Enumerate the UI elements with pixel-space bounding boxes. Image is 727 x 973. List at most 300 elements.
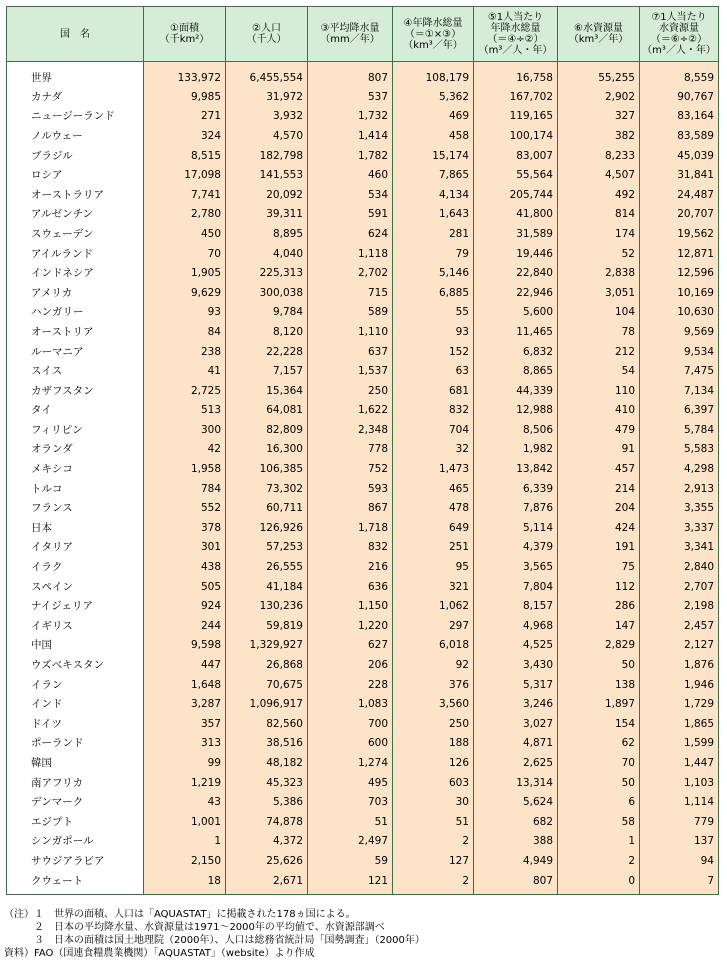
per-capita-water-resources-cell: 94	[640, 851, 719, 871]
table-row	[7, 596, 719, 616]
avg-precipitation-cell: 2,497	[308, 832, 393, 852]
per-capita-water-resources-cell: 10,630	[640, 303, 719, 323]
annual-precipitation-total-cell: 93	[393, 322, 474, 342]
country-name-cell: オーストリア	[7, 322, 144, 342]
area-cell: 41	[144, 361, 226, 381]
per-capita-water-resources-cell: 137	[640, 832, 719, 852]
header-avg-precipitation: ③平均降水量 （mm／年）	[308, 7, 393, 62]
water-resources-cell: 58	[558, 812, 640, 832]
per-capita-precipitation-cell: 22,840	[474, 263, 558, 283]
avg-precipitation-cell: 1,622	[308, 401, 393, 421]
annual-precipitation-total-cell: 51	[393, 812, 474, 832]
per-capita-precipitation-cell: 4,968	[474, 616, 558, 636]
per-capita-water-resources-cell: 83,164	[640, 107, 719, 127]
annual-precipitation-total-cell: 79	[393, 244, 474, 264]
table-row	[7, 714, 719, 734]
avg-precipitation-cell: 1,150	[308, 596, 393, 616]
per-capita-precipitation-cell: 22,946	[474, 283, 558, 303]
per-capita-water-resources-cell: 2,457	[640, 616, 719, 636]
per-capita-water-resources-cell: 7,475	[640, 361, 719, 381]
country-name-cell: ウズベキスタン	[7, 655, 144, 675]
water-resources-cell: 112	[558, 577, 640, 597]
area-cell: 42	[144, 440, 226, 460]
table-row	[7, 479, 719, 499]
country-name-cell: アルゼンチン	[7, 205, 144, 225]
per-capita-water-resources-cell: 2,913	[640, 479, 719, 499]
water-resources-cell: 492	[558, 185, 640, 205]
per-capita-water-resources-cell: 3,337	[640, 518, 719, 538]
header-area: ①面積 （千km²）	[144, 7, 226, 62]
population-cell: 26,555	[226, 557, 308, 577]
population-cell: 4,040	[226, 244, 308, 264]
annual-precipitation-total-cell: 108,179	[393, 62, 474, 88]
per-capita-water-resources-cell: 19,562	[640, 224, 719, 244]
country-name-cell: 中国	[7, 636, 144, 656]
avg-precipitation-cell: 715	[308, 283, 393, 303]
annual-precipitation-total-cell: 281	[393, 224, 474, 244]
area-cell: 1,958	[144, 459, 226, 479]
annual-precipitation-total-cell: 6,018	[393, 636, 474, 656]
per-capita-precipitation-cell: 13,842	[474, 459, 558, 479]
avg-precipitation-cell: 534	[308, 185, 393, 205]
table-row	[7, 62, 719, 88]
annual-precipitation-total-cell: 4,134	[393, 185, 474, 205]
table-row	[7, 636, 719, 656]
water-resources-cell: 104	[558, 303, 640, 323]
table-row	[7, 832, 719, 852]
per-capita-precipitation-cell: 4,871	[474, 734, 558, 754]
country-name-cell: ドイツ	[7, 714, 144, 734]
per-capita-water-resources-cell: 20,707	[640, 205, 719, 225]
per-capita-precipitation-cell: 31,589	[474, 224, 558, 244]
avg-precipitation-cell: 216	[308, 557, 393, 577]
area-cell: 84	[144, 322, 226, 342]
annual-precipitation-total-cell: 5,362	[393, 87, 474, 107]
per-capita-precipitation-cell: 19,446	[474, 244, 558, 264]
water-resources-cell: 2,902	[558, 87, 640, 107]
per-capita-water-resources-cell: 31,841	[640, 165, 719, 185]
country-name-cell: 韓国	[7, 753, 144, 773]
country-name-cell: ハンガリー	[7, 303, 144, 323]
annual-precipitation-total-cell: 1,643	[393, 205, 474, 225]
footnote-2: ２ 日本の平均降水量、水資源量は1971～2000年の平均値で、水資源部調べ	[4, 922, 385, 933]
per-capita-precipitation-cell: 5,317	[474, 675, 558, 695]
water-resources-cell: 1,897	[558, 694, 640, 714]
per-capita-water-resources-cell: 3,355	[640, 498, 719, 518]
population-cell: 20,092	[226, 185, 308, 205]
table-row	[7, 753, 719, 773]
per-capita-precipitation-cell: 12,988	[474, 401, 558, 421]
table-row	[7, 420, 719, 440]
per-capita-water-resources-cell: 10,169	[640, 283, 719, 303]
area-cell: 1,648	[144, 675, 226, 695]
population-cell: 126,926	[226, 518, 308, 538]
table-row	[7, 557, 719, 577]
area-cell: 447	[144, 655, 226, 675]
per-capita-water-resources-cell: 4,298	[640, 459, 719, 479]
per-capita-precipitation-cell: 5,624	[474, 792, 558, 812]
avg-precipitation-cell: 703	[308, 792, 393, 812]
area-cell: 301	[144, 538, 226, 558]
avg-precipitation-cell: 495	[308, 773, 393, 793]
water-resources-cell: 62	[558, 734, 640, 754]
annual-precipitation-total-cell: 55	[393, 303, 474, 323]
header-annual-precipitation-total: ④年降水総量 （＝①×③） （km³／年）	[393, 7, 474, 62]
country-name-cell: フィリピン	[7, 420, 144, 440]
population-cell: 141,553	[226, 165, 308, 185]
per-capita-water-resources-cell: 1,729	[640, 694, 719, 714]
per-capita-water-resources-cell: 2,127	[640, 636, 719, 656]
water-resources-cell: 0	[558, 871, 640, 895]
country-name-cell: アメリカ	[7, 283, 144, 303]
population-cell: 48,182	[226, 753, 308, 773]
area-cell: 2,150	[144, 851, 226, 871]
water-resources-cell: 50	[558, 655, 640, 675]
country-name-cell: スペイン	[7, 577, 144, 597]
header-country: 国 名	[7, 7, 144, 62]
table-row	[7, 734, 719, 754]
population-cell: 16,300	[226, 440, 308, 460]
population-cell: 57,253	[226, 538, 308, 558]
avg-precipitation-cell: 778	[308, 440, 393, 460]
per-capita-precipitation-cell: 11,465	[474, 322, 558, 342]
area-cell: 93	[144, 303, 226, 323]
area-cell: 99	[144, 753, 226, 773]
footnote-3: ３ 日本の面積は国土地理院（2000年）、人口は総務省統計局「国勢調査」（2000年）	[4, 935, 425, 946]
country-name-cell: ロシア	[7, 165, 144, 185]
table-row	[7, 851, 719, 871]
avg-precipitation-cell: 1,110	[308, 322, 393, 342]
annual-precipitation-total-cell: 2	[393, 871, 474, 895]
population-cell: 225,313	[226, 263, 308, 283]
area-cell: 1,001	[144, 812, 226, 832]
table-row	[7, 655, 719, 675]
table-row	[7, 675, 719, 695]
avg-precipitation-cell: 1,274	[308, 753, 393, 773]
water-resources-cell: 75	[558, 557, 640, 577]
header-water-resources: ⑥水資源量 （km³／年）	[558, 7, 640, 62]
water-resources-cell: 6	[558, 792, 640, 812]
avg-precipitation-cell: 752	[308, 459, 393, 479]
country-name-cell: オーストラリア	[7, 185, 144, 205]
population-cell: 2,671	[226, 871, 308, 895]
water-resources-cell: 212	[558, 342, 640, 362]
per-capita-water-resources-cell: 2,707	[640, 577, 719, 597]
table-row	[7, 126, 719, 146]
table-row	[7, 459, 719, 479]
per-capita-water-resources-cell: 8,559	[640, 62, 719, 88]
annual-precipitation-total-cell: 188	[393, 734, 474, 754]
avg-precipitation-cell: 1,414	[308, 126, 393, 146]
area-cell: 1,219	[144, 773, 226, 793]
annual-precipitation-total-cell: 297	[393, 616, 474, 636]
per-capita-precipitation-cell: 7,804	[474, 577, 558, 597]
table-row	[7, 694, 719, 714]
water-resources-table	[6, 6, 719, 895]
header-population: ②人口 （千人）	[226, 7, 308, 62]
area-cell: 784	[144, 479, 226, 499]
avg-precipitation-cell: 1,732	[308, 107, 393, 127]
per-capita-precipitation-cell: 205,744	[474, 185, 558, 205]
water-resources-cell: 4,507	[558, 165, 640, 185]
per-capita-precipitation-cell: 41,800	[474, 205, 558, 225]
water-resources-cell: 479	[558, 420, 640, 440]
table-body	[7, 62, 719, 895]
country-name-cell: シンガポール	[7, 832, 144, 852]
water-resources-cell: 424	[558, 518, 640, 538]
population-cell: 1,096,917	[226, 694, 308, 714]
per-capita-precipitation-cell: 167,702	[474, 87, 558, 107]
table-row	[7, 361, 719, 381]
per-capita-water-resources-cell: 1,103	[640, 773, 719, 793]
area-cell: 552	[144, 498, 226, 518]
country-name-cell: オランダ	[7, 440, 144, 460]
annual-precipitation-total-cell: 3,560	[393, 694, 474, 714]
per-capita-water-resources-cell: 1,946	[640, 675, 719, 695]
water-resources-cell: 1	[558, 832, 640, 852]
country-name-cell: カザフスタン	[7, 381, 144, 401]
country-name-cell: ポーランド	[7, 734, 144, 754]
population-cell: 3,932	[226, 107, 308, 127]
table-row	[7, 165, 719, 185]
per-capita-precipitation-cell: 4,379	[474, 538, 558, 558]
per-capita-precipitation-cell: 8,506	[474, 420, 558, 440]
annual-precipitation-total-cell: 603	[393, 773, 474, 793]
water-resources-cell: 78	[558, 322, 640, 342]
annual-precipitation-total-cell: 32	[393, 440, 474, 460]
per-capita-precipitation-cell: 3,027	[474, 714, 558, 734]
country-name-cell: ニュージーランド	[7, 107, 144, 127]
table-row	[7, 185, 719, 205]
table-row	[7, 205, 719, 225]
per-capita-precipitation-cell: 1,982	[474, 440, 558, 460]
per-capita-water-resources-cell: 1,114	[640, 792, 719, 812]
country-name-cell: イラン	[7, 675, 144, 695]
table-row	[7, 773, 719, 793]
avg-precipitation-cell: 700	[308, 714, 393, 734]
per-capita-water-resources-cell: 3,341	[640, 538, 719, 558]
population-cell: 38,516	[226, 734, 308, 754]
annual-precipitation-total-cell: 63	[393, 361, 474, 381]
water-resources-cell: 2	[558, 851, 640, 871]
table-row	[7, 812, 719, 832]
table-row	[7, 498, 719, 518]
table-row	[7, 224, 719, 244]
per-capita-precipitation-cell: 682	[474, 812, 558, 832]
country-name-cell: アイルランド	[7, 244, 144, 264]
avg-precipitation-cell: 600	[308, 734, 393, 754]
per-capita-precipitation-cell: 807	[474, 871, 558, 895]
avg-precipitation-cell: 591	[308, 205, 393, 225]
per-capita-precipitation-cell: 119,165	[474, 107, 558, 127]
avg-precipitation-cell: 589	[308, 303, 393, 323]
per-capita-water-resources-cell: 7	[640, 871, 719, 895]
per-capita-precipitation-cell: 6,832	[474, 342, 558, 362]
country-name-cell: イラク	[7, 557, 144, 577]
avg-precipitation-cell: 1,718	[308, 518, 393, 538]
per-capita-water-resources-cell: 5,784	[640, 420, 719, 440]
per-capita-precipitation-cell: 388	[474, 832, 558, 852]
per-capita-precipitation-cell: 8,157	[474, 596, 558, 616]
header-row	[7, 7, 719, 62]
population-cell: 300,038	[226, 283, 308, 303]
per-capita-water-resources-cell: 1,876	[640, 655, 719, 675]
country-name-cell: インド	[7, 694, 144, 714]
country-name-cell: 世界	[7, 62, 144, 88]
annual-precipitation-total-cell: 832	[393, 401, 474, 421]
area-cell: 9,985	[144, 87, 226, 107]
area-cell: 238	[144, 342, 226, 362]
annual-precipitation-total-cell: 250	[393, 714, 474, 734]
country-name-cell: ルーマニア	[7, 342, 144, 362]
area-cell: 1	[144, 832, 226, 852]
water-resources-cell: 2,838	[558, 263, 640, 283]
table-row	[7, 792, 719, 812]
annual-precipitation-total-cell: 15,174	[393, 146, 474, 166]
country-name-cell: フランス	[7, 498, 144, 518]
area-cell: 7,741	[144, 185, 226, 205]
footnotes	[4, 908, 425, 960]
population-cell: 64,081	[226, 401, 308, 421]
annual-precipitation-total-cell: 704	[393, 420, 474, 440]
table-row	[7, 146, 719, 166]
per-capita-precipitation-cell: 2,625	[474, 753, 558, 773]
table-row	[7, 538, 719, 558]
area-cell: 133,972	[144, 62, 226, 88]
per-capita-precipitation-cell: 7,876	[474, 498, 558, 518]
population-cell: 74,878	[226, 812, 308, 832]
population-cell: 70,675	[226, 675, 308, 695]
source-note: 資料）FAO（国連食糧農業機関）「AQUASTAT」（website）より作成	[4, 948, 315, 959]
population-cell: 182,798	[226, 146, 308, 166]
annual-precipitation-total-cell: 321	[393, 577, 474, 597]
population-cell: 4,372	[226, 832, 308, 852]
table-row	[7, 342, 719, 362]
area-cell: 9,598	[144, 636, 226, 656]
annual-precipitation-total-cell: 465	[393, 479, 474, 499]
population-cell: 8,120	[226, 322, 308, 342]
per-capita-water-resources-cell: 45,039	[640, 146, 719, 166]
avg-precipitation-cell: 593	[308, 479, 393, 499]
country-name-cell: 南アフリカ	[7, 773, 144, 793]
water-resources-cell: 286	[558, 596, 640, 616]
header-per-capita-water-resources: ⑦1人当たり 水資源量 （＝⑥÷②） （m³／人・年）	[640, 7, 719, 62]
footnote-1: （注）１ 世界の面積、人口は「AQUASTAT」に掲載された178ヵ国による。	[4, 909, 356, 920]
population-cell: 39,311	[226, 205, 308, 225]
header-per-capita-precipitation: ⑤1人当たり 年降水総量 （＝④÷②） （m³／人・年）	[474, 7, 558, 62]
population-cell: 73,302	[226, 479, 308, 499]
annual-precipitation-total-cell: 1,062	[393, 596, 474, 616]
annual-precipitation-total-cell: 127	[393, 851, 474, 871]
avg-precipitation-cell: 867	[308, 498, 393, 518]
table-row	[7, 518, 719, 538]
country-name-cell: デンマーク	[7, 792, 144, 812]
table-row	[7, 871, 719, 895]
water-resources-cell: 50	[558, 773, 640, 793]
avg-precipitation-cell: 1,782	[308, 146, 393, 166]
per-capita-precipitation-cell: 5,600	[474, 303, 558, 323]
area-cell: 357	[144, 714, 226, 734]
per-capita-precipitation-cell: 83,007	[474, 146, 558, 166]
per-capita-water-resources-cell: 2,840	[640, 557, 719, 577]
annual-precipitation-total-cell: 95	[393, 557, 474, 577]
water-resources-cell: 382	[558, 126, 640, 146]
country-name-cell: タイ	[7, 401, 144, 421]
water-resources-cell: 814	[558, 205, 640, 225]
area-cell: 378	[144, 518, 226, 538]
area-cell: 2,725	[144, 381, 226, 401]
avg-precipitation-cell: 627	[308, 636, 393, 656]
annual-precipitation-total-cell: 469	[393, 107, 474, 127]
avg-precipitation-cell: 807	[308, 62, 393, 88]
water-resources-cell: 191	[558, 538, 640, 558]
population-cell: 60,711	[226, 498, 308, 518]
population-cell: 15,364	[226, 381, 308, 401]
per-capita-water-resources-cell: 779	[640, 812, 719, 832]
avg-precipitation-cell: 636	[308, 577, 393, 597]
table-row	[7, 577, 719, 597]
per-capita-precipitation-cell: 13,314	[474, 773, 558, 793]
population-cell: 8,895	[226, 224, 308, 244]
population-cell: 25,626	[226, 851, 308, 871]
per-capita-water-resources-cell: 83,589	[640, 126, 719, 146]
area-cell: 324	[144, 126, 226, 146]
avg-precipitation-cell: 832	[308, 538, 393, 558]
table-row	[7, 87, 719, 107]
avg-precipitation-cell: 1,118	[308, 244, 393, 264]
population-cell: 7,157	[226, 361, 308, 381]
per-capita-water-resources-cell: 1,865	[640, 714, 719, 734]
country-name-cell: カナダ	[7, 87, 144, 107]
area-cell: 18	[144, 871, 226, 895]
water-resources-cell: 54	[558, 361, 640, 381]
annual-precipitation-total-cell: 2	[393, 832, 474, 852]
country-name-cell: メキシコ	[7, 459, 144, 479]
country-name-cell: イタリア	[7, 538, 144, 558]
table-row	[7, 107, 719, 127]
area-cell: 438	[144, 557, 226, 577]
population-cell: 59,819	[226, 616, 308, 636]
water-resources-cell: 91	[558, 440, 640, 460]
water-resources-cell: 55,255	[558, 62, 640, 88]
per-capita-precipitation-cell: 4,525	[474, 636, 558, 656]
water-resources-cell: 138	[558, 675, 640, 695]
water-resources-cell: 8,233	[558, 146, 640, 166]
per-capita-precipitation-cell: 55,564	[474, 165, 558, 185]
per-capita-precipitation-cell: 16,758	[474, 62, 558, 88]
area-cell: 505	[144, 577, 226, 597]
table-row	[7, 244, 719, 264]
per-capita-water-resources-cell: 1,599	[640, 734, 719, 754]
water-resources-cell: 457	[558, 459, 640, 479]
area-cell: 271	[144, 107, 226, 127]
population-cell: 45,323	[226, 773, 308, 793]
per-capita-precipitation-cell: 3,430	[474, 655, 558, 675]
per-capita-precipitation-cell: 44,339	[474, 381, 558, 401]
per-capita-water-resources-cell: 9,534	[640, 342, 719, 362]
annual-precipitation-total-cell: 478	[393, 498, 474, 518]
table-row	[7, 440, 719, 460]
avg-precipitation-cell: 637	[308, 342, 393, 362]
per-capita-water-resources-cell: 5,583	[640, 440, 719, 460]
avg-precipitation-cell: 250	[308, 381, 393, 401]
per-capita-precipitation-cell: 6,339	[474, 479, 558, 499]
country-name-cell: スイス	[7, 361, 144, 381]
population-cell: 22,228	[226, 342, 308, 362]
avg-precipitation-cell: 51	[308, 812, 393, 832]
annual-precipitation-total-cell: 5,146	[393, 263, 474, 283]
avg-precipitation-cell: 1,220	[308, 616, 393, 636]
